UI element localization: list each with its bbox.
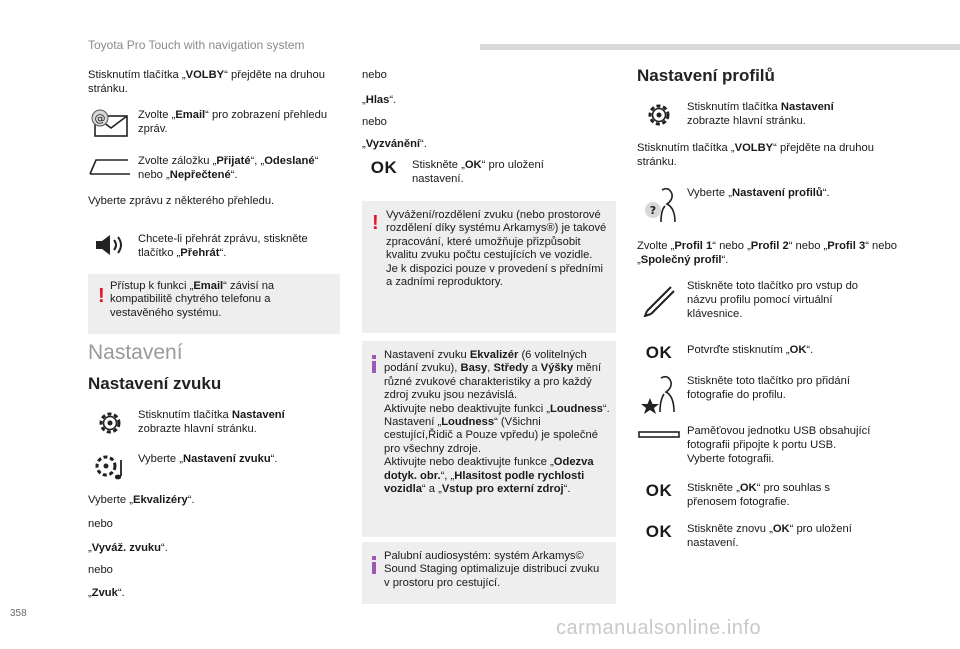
ok-confirm-row xyxy=(637,343,897,363)
pencil-row xyxy=(637,279,897,321)
ok-confirm-row-text: Potvrďte stisknutím „OK“. xyxy=(687,344,814,356)
gear-icon xyxy=(637,100,681,130)
sound-settings-row xyxy=(88,452,338,482)
play-row-text: Chcete-li přehrát zprávu, stiskněte tlačítko „Přehrát“. xyxy=(138,233,308,259)
intro-volby: Stisknutím tlačítka „VOLBY“ přejděte na druhou stránku. xyxy=(637,142,874,168)
or-text: nebo xyxy=(88,518,113,530)
ok-save-again-row xyxy=(637,522,897,550)
pencil-icon xyxy=(637,279,681,317)
hlas-text: „Hlas“. xyxy=(362,94,397,106)
play-row xyxy=(88,232,338,260)
select-message-text: Vyberte zprávu z některého přehledu. xyxy=(88,195,275,207)
warning-text: Vyvážení/rozdělení zvuku (nebo prostorové rozdělení díky systému Arkamys®) je takové zpracování, které umožňuje přizpůsobit kvalitu zvuku počtu cestujících ve vozidle. Je k dispozici pouze v provedení s předními a zadními reproduktory. xyxy=(386,209,607,289)
zvuk-text: „Zvuk“. xyxy=(88,587,125,599)
header-title: Toyota Pro Touch with navigation system xyxy=(88,38,305,52)
warning-box-email xyxy=(88,274,340,334)
tabs-row xyxy=(88,154,338,182)
profiles-title: Nastavení profilů xyxy=(637,66,775,85)
choose-profile-text: Zvolte „Profil 1“ nebo „Profil 2“ nebo „Profil 3“ nebo „Společný profil“. xyxy=(637,240,897,266)
ok-button-icon: OK xyxy=(370,158,398,177)
svg-text:?: ? xyxy=(649,204,657,217)
settings-row xyxy=(637,100,897,130)
sound-settings-row-text: Vyberte „Nastavení zvuku“. xyxy=(138,453,278,465)
ok-transfer-row-text: Stiskněte „OK“ pro souhlas s přenosem fotografie. xyxy=(687,482,831,508)
settings-row-text: Stisknutím tlačítka Nastavení zobrazte hlavní stránku. xyxy=(687,101,834,127)
warning-mark-icon: ! xyxy=(98,285,105,307)
ok-save-row xyxy=(362,158,612,186)
usb-row xyxy=(637,424,897,466)
subsection-title: Nastavení zvuku xyxy=(88,374,222,393)
page-number: 358 xyxy=(10,608,27,619)
intro-volby: Stisknutím tlačítka „VOLBY“ přejděte na druhou stránku. xyxy=(88,69,325,95)
warning-mark-icon: ! xyxy=(372,212,379,234)
photo-row xyxy=(637,374,897,414)
ekvalizery-text: Vyberte „Ekvalizéry“. xyxy=(88,494,195,506)
photo-row-text: Stiskněte toto tlačítko pro přidání fotografie do profilu. xyxy=(687,375,850,401)
info-text: Nastavení zvuku Ekvalizér (6 volitelných podání zvuku), Basy, Středy a Výšky mění různé zvukové charakteristiky a pro každý zdroj zvuku jsou nezávislá. Aktivujte nebo deaktivujte funkci „Loudness“. Nastavení „Loudness“ (Všichni cestující,Řidič a Pouze vpředu) je společné pro všechny zdroje. Aktivujte nebo deaktivujte funkce „Odezva dotyk. obr.“, „Hlasitost podle rychlosti vozidla“ a „Vstup pro externí zdroj“. xyxy=(384,349,610,496)
usb-row-text: Paměťovou jednotku USB obsahující fotografii připojte k portu USB. Vyberte fotografii. xyxy=(687,425,871,465)
gear-icon xyxy=(88,408,132,438)
header-bar xyxy=(480,44,960,50)
ok-transfer-row xyxy=(637,481,897,509)
profiles-row-text: Vyberte „Nastavení profilů“. xyxy=(687,187,830,199)
or-text: nebo xyxy=(88,564,113,576)
info-box-equalizer xyxy=(362,341,616,537)
section-title: Nastavení xyxy=(88,341,183,364)
info-mark-icon xyxy=(372,556,376,574)
info-box-arkamys xyxy=(362,542,616,604)
email-row xyxy=(88,108,338,138)
ok-button-icon: OK xyxy=(645,522,673,541)
or-text: nebo xyxy=(362,116,387,128)
tabs-row-text: Zvolte záložku „Přijaté“, „Odeslané“ nebo „Nepřečtené“. xyxy=(138,155,319,181)
profiles-row xyxy=(637,186,897,224)
usb-bar-icon xyxy=(637,424,681,444)
tab-folder-icon xyxy=(88,154,132,178)
profile-star-icon xyxy=(637,374,681,414)
ok-save-again-row-text: Stiskněte znovu „OK“ pro uložení nastavení. xyxy=(687,523,852,549)
ok-save-row-text: Stiskněte „OK“ pro uložení nastavení. xyxy=(412,159,544,185)
email-row-text: Zvolte „Email“ pro zobrazení přehledu zpráv. xyxy=(138,109,328,135)
warning-box-arkamys xyxy=(362,201,616,333)
settings-row xyxy=(88,408,338,438)
settings-row-text: Stisknutím tlačítka Nastavení zobrazte hlavní stránku. xyxy=(138,409,285,435)
info-mark-icon xyxy=(372,355,376,373)
vyvaz-text: „Vyváž. zvuku“. xyxy=(88,542,168,554)
email-envelope-icon xyxy=(88,108,132,138)
speaker-icon xyxy=(88,232,132,258)
svg-text:@: @ xyxy=(94,112,106,125)
info-text: Palubní audiosystém: systém Arkamys© Sound Staging optimalizuje distribuci zvuku v prostoru pro cestující. xyxy=(384,550,600,589)
ok-button-icon: OK xyxy=(645,343,673,362)
ok-button-icon: OK xyxy=(645,481,673,500)
warning-text: Přístup k funkci „Email“ závisí na kompatibilitě chytrého telefonu a vestavěného systému. xyxy=(110,280,275,319)
gear-note-icon xyxy=(88,452,132,482)
pencil-row-text: Stiskněte toto tlačítko pro vstup do názvu profilu pomocí virtuální klávesnice. xyxy=(687,280,859,320)
profile-question-icon xyxy=(637,186,681,224)
vyzvaneni-text: „Vyzvánění“. xyxy=(362,138,427,150)
watermark: carmanualsonline.info xyxy=(556,617,762,639)
or-text: nebo xyxy=(362,69,387,81)
